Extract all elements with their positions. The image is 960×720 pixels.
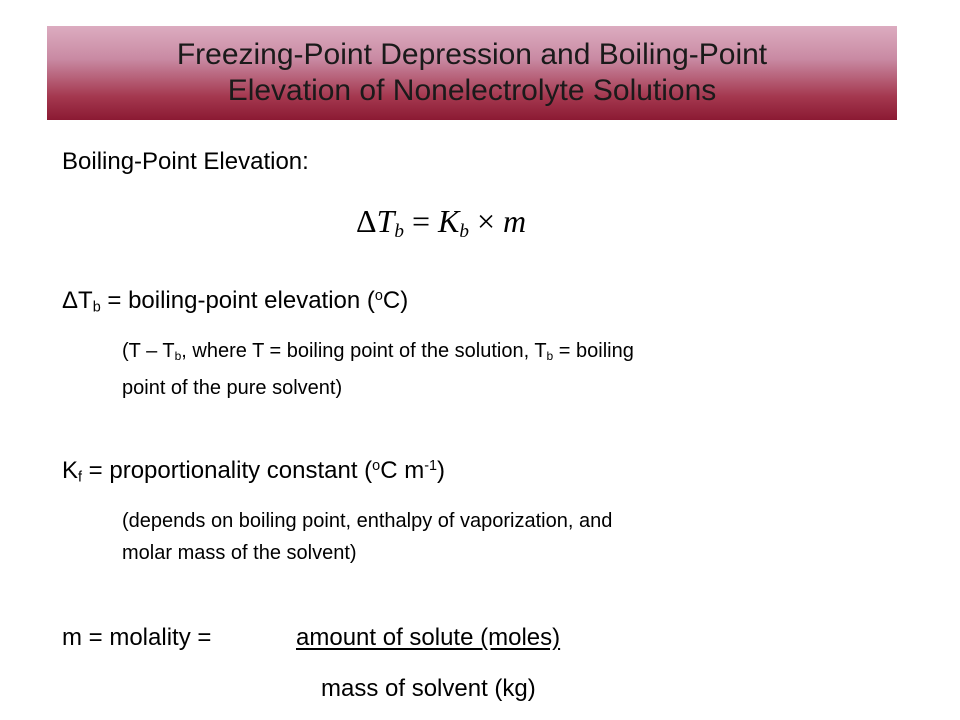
formula-K-sub: b [459,220,469,242]
def2-note-line2: molar mass of the solvent) [122,542,357,564]
formula-T-sub: b [394,220,404,242]
def2-sub: f [78,469,83,486]
title-line-2: Elevation of Nonelectrolyte Solutions [227,74,717,107]
molality-denominator: mass of solvent (kg) [321,675,536,702]
def1-note-part2: , where T = boiling point of the solution, T [181,340,547,362]
def1-note-sub1: b [174,349,182,363]
def1-text: = boiling-point elevation ( [100,287,375,314]
def2-sup1: o [372,458,381,475]
formula-K: K [438,203,460,239]
def2-unit: C m [380,457,425,484]
title-banner [47,26,897,120]
def1-symbol: T [78,287,93,314]
formula-times: × [468,203,503,239]
formula-m: m [503,203,527,239]
definition-kf-note [122,505,612,569]
formula-equals: = [403,203,439,239]
formula-T: T [376,203,395,239]
def1-sup: o [374,288,383,305]
formula-delta: Δ [356,203,377,239]
definition-kf [62,457,445,486]
def1-note-part1: (T – T [122,340,175,362]
def2-note-line1: (depends on boiling point, enthalpy of vaporization, and [122,510,613,532]
formula [356,203,526,243]
molality-numerator: amount of solute (moles) [296,624,561,651]
def1-unit: C) [382,287,409,314]
definition-molality-label: m = molality = [62,624,212,651]
def1-note-line2: point of the pure solvent) [122,377,343,399]
def2-text: = proportionality constant ( [82,457,373,484]
definition-delta-tb-note [122,335,634,404]
def1-sub: b [92,299,101,316]
def2-sup2: -1 [424,458,437,475]
definition-delta-tb [62,287,408,316]
def2-close: ) [436,457,445,484]
def1-note-line1 [122,335,634,372]
delta-symbol: Δ [62,287,79,314]
section-heading: Boiling-Point Elevation: [62,148,309,175]
def1-note-part3: = boiling [553,340,634,362]
title-line-1: Freezing-Point Depression and Boiling-Point [176,38,768,71]
def2-symbol: K [62,457,79,484]
def1-note-sub2: b [546,349,554,363]
